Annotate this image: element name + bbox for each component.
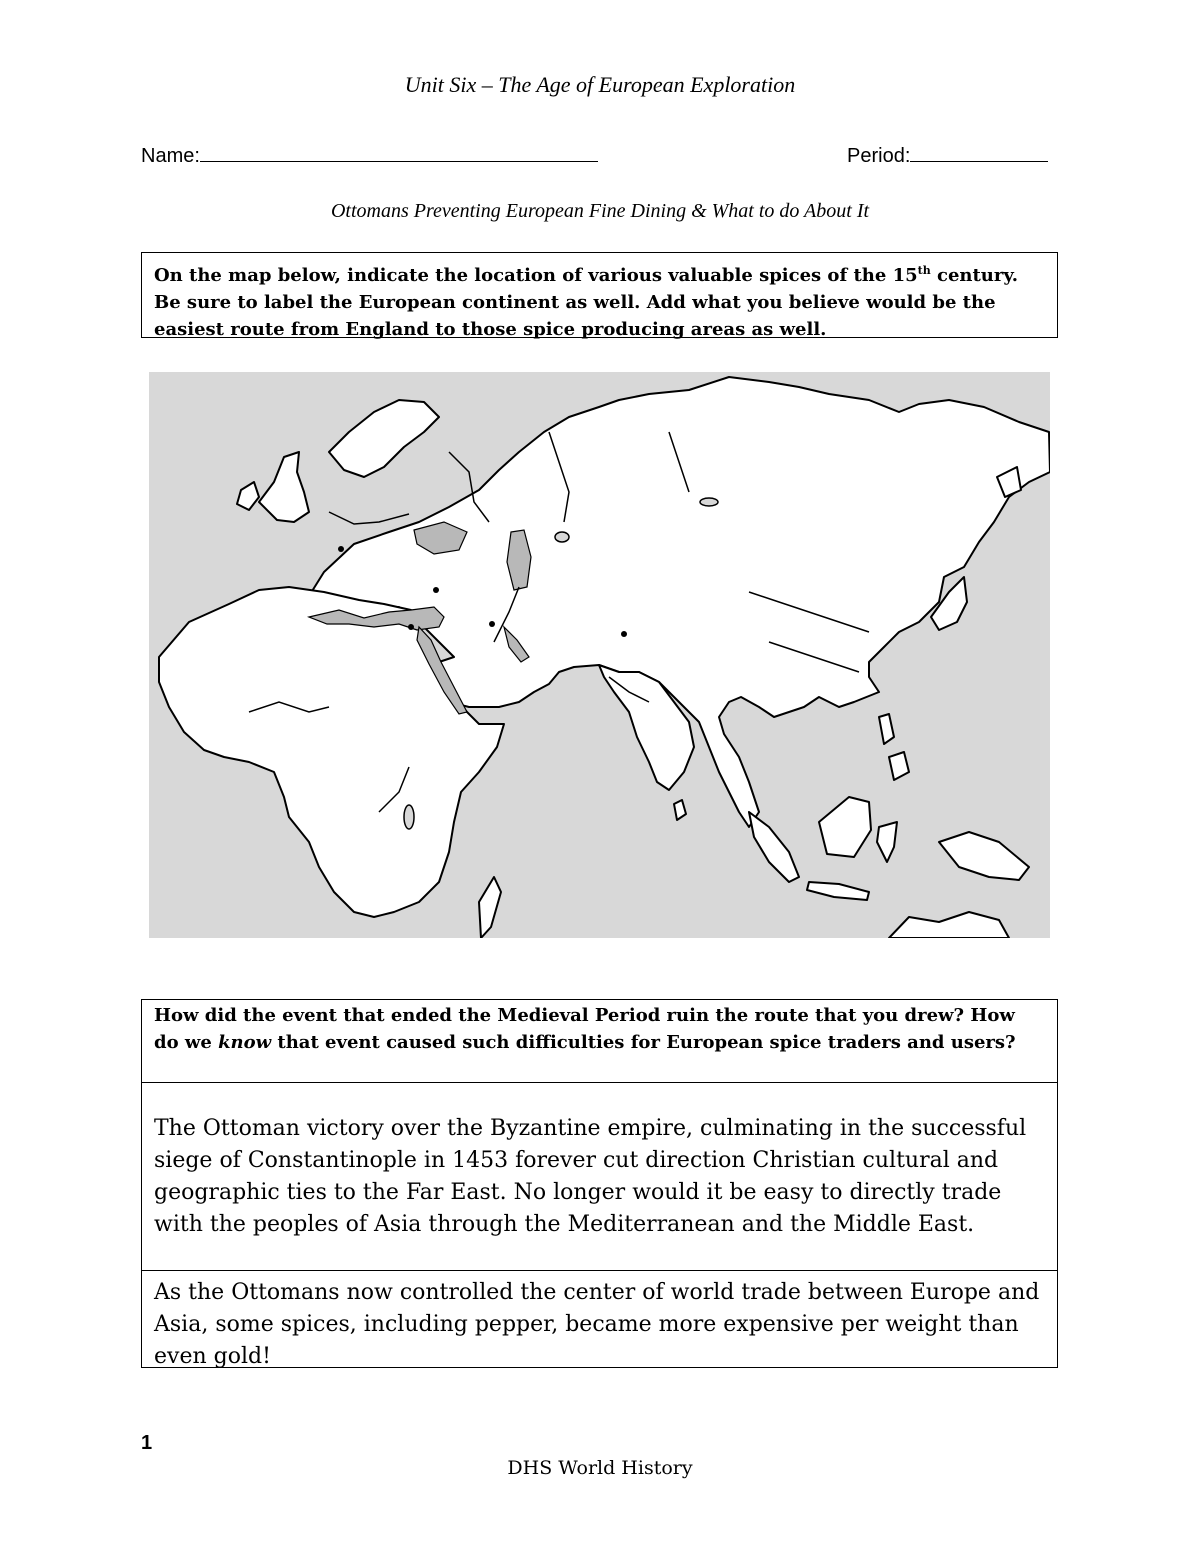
name-label: Name:	[141, 145, 200, 167]
ireland	[237, 482, 259, 510]
answer-box-1[interactable]	[141, 1082, 1058, 1271]
worksheet-subtitle: Ottomans Preventing European Fine Dining & What to do About It	[330, 200, 870, 222]
page-header-title: Unit Six – The Age of European Exploration	[404, 72, 796, 97]
blank-map[interactable]	[149, 372, 1050, 938]
answer-text-1: The Ottoman victory over the Byzantine empire, culminating in the successful siege of Constantinople in 1453 forever cut direction Christian cultural and geographic ties to the Far East. No longer would it be easy to directly trade with the peoples of Asia through the Mediterranean and the Middle East.	[154, 1116, 1027, 1237]
sri-lanka	[674, 800, 686, 820]
australia-north	[889, 912, 1009, 938]
answer-box-2[interactable]	[141, 1270, 1058, 1368]
instructions-text: On the map below, indicate the location of various valuable spices of the 15th century. Be sure to label the European continent as well. Add what you believe would be the easiest route from England to those spice producing areas as well.	[154, 264, 1019, 340]
instructions-box	[141, 252, 1058, 338]
philippines-islands	[879, 714, 909, 780]
java	[807, 882, 869, 900]
madagascar	[479, 877, 501, 938]
sulawesi	[877, 822, 897, 862]
period-label: Period:	[847, 145, 911, 167]
name-field[interactable]	[141, 145, 598, 168]
period-field[interactable]	[847, 145, 1048, 168]
sumatra	[749, 812, 799, 882]
great-britain	[259, 452, 309, 522]
scandinavia	[329, 400, 439, 477]
name-underline	[200, 145, 598, 162]
new-guinea	[939, 832, 1029, 880]
answer-text-2: As the Ottomans now controlled the center of world trade between Europe and Asia, some spices, including pepper, became more expensive per weight than even gold!	[154, 1280, 1040, 1369]
footer-text: DHS World History	[507, 1457, 693, 1479]
page-number: 1	[141, 1432, 153, 1454]
question-box	[141, 999, 1058, 1083]
world-map-icon	[149, 372, 1050, 938]
borneo	[819, 797, 871, 857]
question-text: How did the event that ended the Medieval Period ruin the route that you drew? How do we know that event caused such difficulties for European spice traders and users?	[154, 1005, 1016, 1053]
period-underline	[910, 145, 1048, 162]
